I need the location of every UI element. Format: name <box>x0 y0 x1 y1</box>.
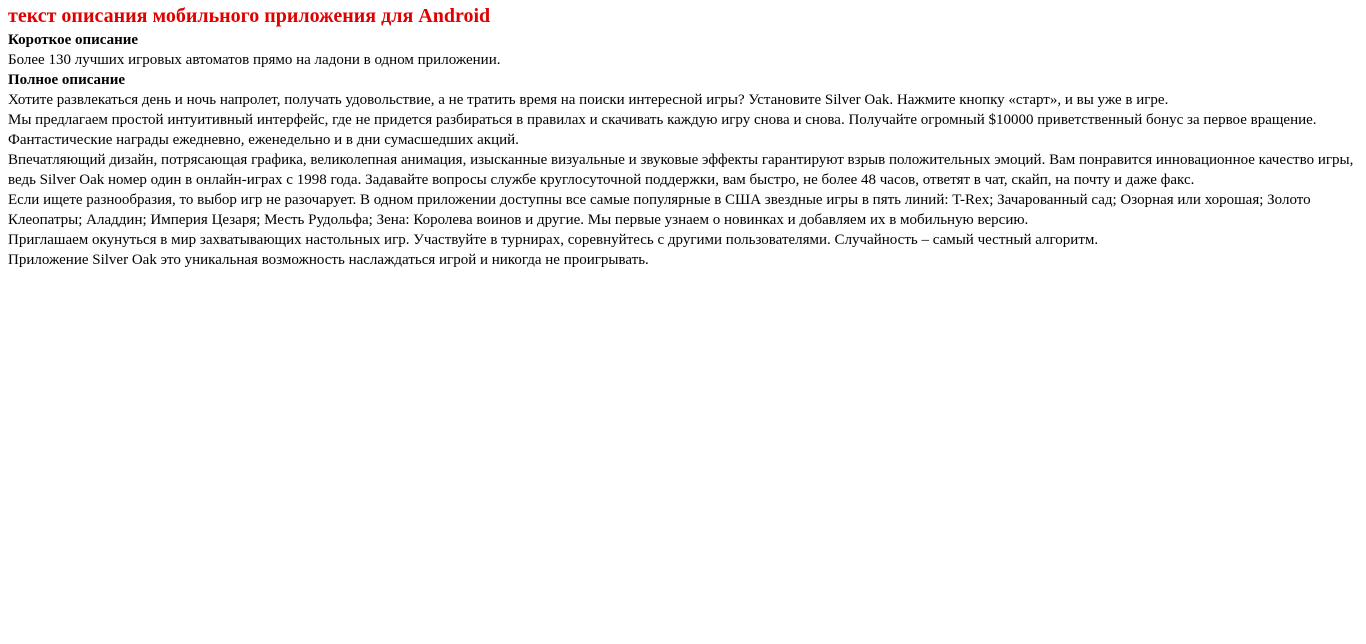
full-description-paragraph-6: Приложение Silver Oak это уникальная возможность наслаждаться игрой и никогда не проигрывать. <box>8 252 649 268</box>
full-description-paragraph-4: Если ищете разнообразия, то выбор игр не разочарует. В одном приложении доступны все самые популярные в США звездные игры в пять линий: T-Rex; Зачарованный сад; Озорная или хорошая; Золото Клеопатры; Аладдин; Империя Цезаря; Месть Рудольфа; Зена: Королева воинов и другие. Мы первые узнаем о новинках и добавляем их в мобильную версию. <box>8 192 1311 228</box>
full-description-paragraph-5: Приглашаем окунуться в мир захватывающих настольных игр. Участвуйте в турнирах, соревнуйтесь с другими пользователями. Случайность – самый честный алгоритм. <box>8 232 1099 248</box>
short-description-heading: Короткое описание <box>8 32 139 48</box>
full-description-heading: Полное описание <box>8 72 126 88</box>
page-title: текст описания мобильного приложения для Android <box>8 5 491 27</box>
full-description-paragraph-1: Хотите развлекаться день и ночь напролет, получать удовольствие, а не тратить время на поиски интересной игры? Установите Silver Oak. Нажмите кнопку «старт», и вы уже в игре. <box>8 92 1169 108</box>
full-description-paragraph-3: Впечатляющий дизайн, потрясающая графика, великолепная анимация, изысканные визуальные и звуковые эффекты гарантируют взрыв положительных эмоций. Вам понравится инновационное качество игры, ведь Silver Oak номер один в онлайн-играх с 1998 года. Задавайте вопросы службе круглосуточной поддержки, вам быстро, не более 48 часов, ответят в чат, скайп, на почту и даже факс. <box>8 152 1354 188</box>
full-description-paragraph-2: Мы предлагаем простой интуитивный интерфейс, где не придется разбираться в правилах и скачивать каждую игру снова и снова. Получайте огромный $10000 приветственный бонус за первое вращение. Фантастические награды ежедневно, еженедельно и в дни сумасшедших акций. <box>8 112 1317 148</box>
document-page <box>0 0 1366 270</box>
short-description-text: Более 130 лучших игровых автоматов прямо на ладони в одном приложении. <box>8 52 501 68</box>
